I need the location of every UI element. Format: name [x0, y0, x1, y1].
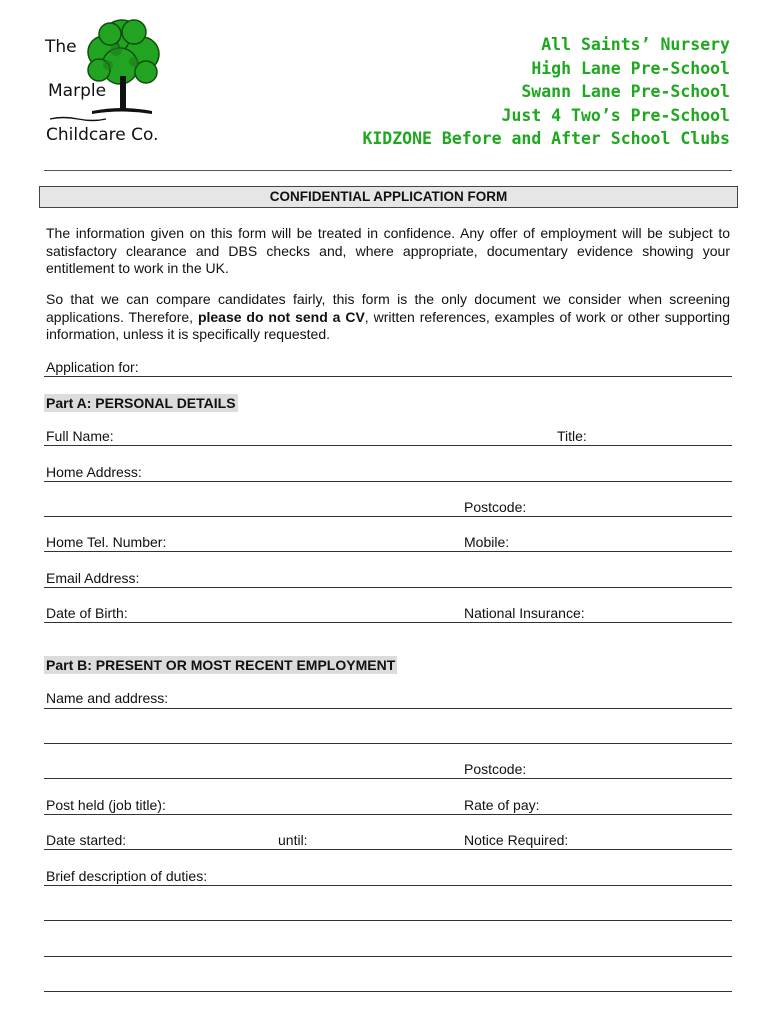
school-name: Swann Lane Pre-School [521, 82, 730, 101]
application-for-label: Application for: [46, 359, 139, 375]
home-address-field[interactable] [44, 481, 732, 482]
notice-required-label: Notice Required: [464, 832, 569, 848]
dob-ni-field[interactable] [44, 622, 732, 623]
full-name-label: Full Name: [46, 428, 114, 444]
post-held-field[interactable] [44, 814, 732, 815]
intro-paragraph-2 [46, 291, 730, 344]
school-name: All Saints’ Nursery [541, 35, 730, 54]
school-name: Just 4 Two’s Pre-School [501, 105, 730, 125]
logo-word-marple: Marple [48, 81, 107, 101]
home-tel-label: Home Tel. Number: [46, 534, 167, 550]
duties-field[interactable] [44, 956, 732, 957]
logo-word-childcare: Childcare Co. [46, 125, 159, 145]
rate-of-pay-label: Rate of pay: [464, 797, 540, 813]
form-title: CONFIDENTIAL APPLICATION FORM [39, 186, 738, 208]
duties-field[interactable] [44, 920, 732, 921]
no-cv-emphasis: please do not send a CV [197, 308, 365, 325]
employer-postcode-field[interactable] [44, 778, 732, 779]
school-name: KIDZONE Before and After School Clubs [362, 129, 730, 148]
full-name-field[interactable] [44, 445, 732, 446]
title-label: Title: [557, 428, 587, 444]
post-held-label: Post held (job title): [46, 797, 166, 813]
dob-label: Date of Birth: [46, 605, 128, 621]
header-divider [44, 170, 732, 171]
intro-paragraph-1: The information given on this form will be treated in confidence. Any offer of employment will be subject to satisfactory clearance and DBS checks and, where appropriate, documentary evidence showing your entitlement to work in the UK. [46, 225, 730, 276]
school-name: High Lane Pre-School [531, 58, 730, 78]
school-list [362, 33, 730, 151]
employer-postcode-label: Postcode: [464, 761, 527, 777]
company-logo [42, 10, 182, 150]
date-started-label: Date started: [46, 832, 127, 848]
duties-field[interactable] [44, 991, 732, 992]
mobile-label: Mobile: [464, 534, 510, 550]
application-for-field[interactable] [44, 376, 732, 377]
intro-text: , written references, examples of work or other supporting information, unless it is specifically requested. [46, 308, 730, 342]
part-a-heading: Part A: PERSONAL DETAILS [46, 395, 236, 411]
phone-field[interactable] [44, 551, 732, 552]
intro-text: So that we can compare candidates fairly, this form is the only document we consider when screening applications. Therefore, [46, 291, 730, 325]
name-address-label: Name and address: [46, 690, 169, 706]
logo-word-the: The [45, 37, 77, 57]
postcode-label: Postcode: [464, 499, 527, 515]
employer-address-field[interactable] [44, 743, 732, 744]
employer-address-field[interactable] [44, 708, 732, 709]
email-field[interactable] [44, 587, 732, 588]
part-b-heading: Part B: PRESENT OR MOST RECENT EMPLOYMENT [46, 657, 396, 673]
email-label: Email Address: [46, 570, 140, 586]
ni-label: National Insurance: [464, 605, 585, 621]
home-address-label: Home Address: [46, 464, 142, 480]
duties-field[interactable] [44, 885, 732, 886]
postcode-field[interactable] [44, 516, 732, 517]
until-label: until: [278, 832, 308, 848]
dates-field[interactable] [44, 849, 732, 850]
logo-swash-icon [48, 116, 108, 122]
duties-label: Brief description of duties: [46, 868, 208, 884]
